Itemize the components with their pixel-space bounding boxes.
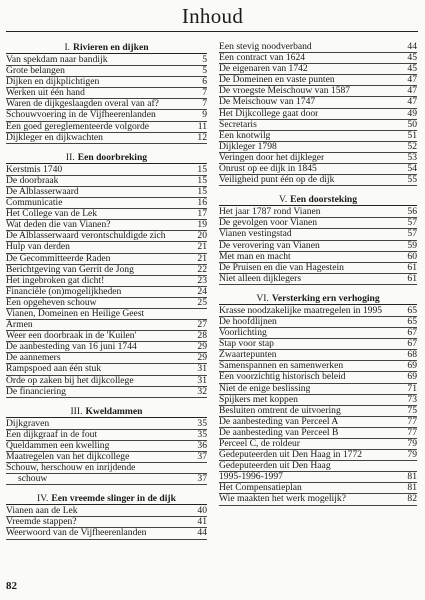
section-gap: [6, 144, 207, 152]
toc-entry: [6, 517, 207, 528]
toc-entry-title: Een goed gereglementeerde volgorde: [6, 121, 150, 132]
toc-entry-page: 25: [197, 296, 207, 308]
toc-entry: [6, 209, 207, 220]
toc-entry: [219, 263, 417, 274]
toc-entry-page: 55: [407, 174, 417, 186]
toc-entry-title: Spijkers met koppen: [219, 394, 298, 405]
toc-entry: [219, 395, 417, 406]
toc-entry: [219, 450, 417, 461]
section-numeral: IV.: [37, 493, 49, 505]
toc-entry-title: Het Dijkcollege gaat door: [219, 108, 319, 119]
section-title: Een vreemde slinger in de dijk: [51, 493, 176, 505]
section-title: Versterking ern verhoging: [271, 292, 380, 304]
toc-entry: [219, 64, 417, 75]
toc-entry-page: 45: [407, 52, 417, 64]
toc-entry-page: 23: [197, 274, 207, 286]
toc-entry-title: Waren de dijkgeslaagden overal van af?: [6, 99, 159, 110]
toc-entry-title: De hoofdlijnen: [219, 316, 277, 327]
toc-entry-title: Een opgeheven schouw: [6, 297, 97, 308]
section-numeral: V.: [279, 194, 288, 206]
section-heading: [6, 42, 207, 54]
toc-entry-title: De Alblasserwaard verontschuldigde zich: [6, 231, 166, 242]
toc-entry: [219, 252, 417, 263]
toc-entry-title: De aanbesteding van Perceel B: [219, 427, 339, 438]
toc-entry-title: Grote belangen: [6, 66, 65, 77]
toc-entry-page: 29: [197, 352, 207, 364]
toc-entry-page: 82: [407, 493, 417, 505]
toc-entry-title: Van spekdam naar bandijk: [6, 55, 108, 65]
toc-entry: [6, 528, 207, 539]
toc-entry: [6, 122, 207, 133]
toc-entry: [219, 75, 417, 86]
toc-entry-title: De doorbraak: [6, 175, 59, 186]
toc-entry-page: 15: [197, 185, 207, 197]
page-title: Inhoud: [181, 4, 244, 28]
toc-entry-title: Hulp van derden: [6, 242, 70, 253]
toc-entry: [6, 133, 207, 144]
toc-entry-title: De aanbesteding van 16 juni 1744: [6, 342, 137, 353]
toc-entry: [219, 461, 417, 472]
toc-entry: [219, 361, 417, 372]
toc-entry: [219, 406, 417, 417]
toc-entry-page: 17: [197, 208, 207, 220]
section-numeral: III.: [70, 405, 83, 417]
toc-entry-page: 53: [407, 151, 417, 163]
toc-entry-page: 44: [407, 41, 417, 52]
toc-entry-title: Weer een doorbraak in de 'Kuilen': [6, 331, 137, 342]
toc-entry: [6, 298, 207, 309]
toc-entry-title: Een voorzichtig historisch beleid: [219, 372, 346, 383]
toc-entry-title: De gevolgen voor Vianen: [219, 218, 318, 229]
toc-entry-title: Niet de enige beslissing: [219, 383, 311, 394]
toc-entry-page: 35: [197, 417, 207, 429]
toc-entry-title: Kerstmis 1740: [6, 164, 63, 175]
toc-entry: [219, 97, 417, 108]
toc-entry-page: 67: [407, 327, 417, 339]
toc-entry-page: 67: [407, 338, 417, 350]
toc-entry-title: Stap voor stap: [219, 339, 274, 350]
section-gap: [6, 398, 207, 406]
toc-entry-page: 54: [407, 163, 417, 175]
toc-entry: [219, 350, 417, 361]
toc-entry: [6, 506, 207, 517]
toc-entry-page: 51: [407, 129, 417, 141]
toc-entry-title: Dijkleger 1798: [219, 141, 277, 152]
toc-entry-page: 6: [202, 76, 207, 88]
toc-entry-title: Vreemde stappen?: [6, 517, 77, 528]
toc-entry-title: De Domeinen en vaste punten: [219, 75, 335, 86]
section-title: Een doorsteking: [290, 194, 357, 206]
toc-entry: [219, 384, 417, 395]
toc-entry: [6, 165, 207, 176]
toc-entry-page: 47: [407, 96, 417, 108]
toc-entry: [6, 353, 207, 364]
toc-entry-page: 61: [407, 272, 417, 284]
toc-entry: [6, 309, 207, 320]
toc-entry-title: Schouwvoering in de Vijfheerenlanden: [6, 110, 156, 121]
toc-entry: [6, 342, 207, 353]
toc-entry-title: De Alblasserwaard: [6, 186, 79, 197]
toc-entry: [6, 55, 207, 66]
toc-entry-page: 68: [407, 349, 417, 361]
toc-entry-page: 79: [407, 449, 417, 461]
toc-entry: [6, 254, 207, 265]
toc-entry-page: 19: [197, 219, 207, 231]
toc-entry-page: 71: [407, 382, 417, 394]
toc-entry: [219, 328, 417, 339]
toc-entry: [6, 276, 207, 287]
toc-entry-title: De Pruisen en die van Hagestein: [219, 262, 344, 273]
toc-entry-title: Niet alleen dijklegers: [219, 273, 302, 284]
toc-entry-page: 15: [197, 163, 207, 175]
toc-entry: [219, 306, 417, 317]
toc-entry: [219, 153, 417, 164]
toc-entry-title: Een dijkgraaf in de fout: [6, 429, 98, 440]
toc-entry: [219, 439, 417, 450]
toc-entry: [6, 99, 207, 110]
toc-entry: [6, 176, 207, 187]
toc-entry: [6, 430, 207, 441]
toc-entry-title: Gedeputeerden uit Den Haag: [219, 461, 331, 472]
toc-entry-title: De vroegste Meischouw van 1587: [219, 86, 351, 97]
toc-entry-page: 45: [407, 63, 417, 75]
toc-entry-title: Perceel C, de roldeur: [219, 439, 300, 449]
toc-entry-title: Berichtgeving van Gerrit de Jong: [6, 264, 134, 275]
section-gap: [219, 186, 417, 194]
toc-entry-page: 61: [407, 261, 417, 273]
toc-entry-title: Schouw, herschouw en inrijdende: [6, 463, 136, 474]
toc-entry-page: 65: [407, 304, 417, 316]
toc-entry-page: 41: [197, 516, 207, 528]
section-numeral: II.: [65, 151, 75, 163]
toc-entry: [219, 207, 417, 218]
toc-entry-title: Dijken en dijkplichtigen: [6, 77, 100, 88]
toc-entry-title: De aanbesteding van Perceel A: [219, 416, 339, 427]
toc-entry: [219, 164, 417, 175]
toc-entry-title: Orde op zaken bij het dijkcollege: [6, 375, 134, 386]
toc-entry-title: De aannemers: [6, 353, 61, 364]
toc-entry-page: 77: [407, 415, 417, 427]
toc-entry-page: 28: [197, 330, 207, 342]
section-title: Een doorbreking: [77, 151, 148, 163]
toc-entry-page: 65: [407, 315, 417, 327]
toc-entry: [6, 88, 207, 99]
toc-entry-title: Het jaar 1787 rond Vianen: [219, 207, 321, 218]
toc-entry: [6, 231, 207, 242]
toc-entry: [219, 317, 417, 328]
toc-entry-page: 40: [197, 505, 207, 517]
toc-entry-page: 52: [407, 140, 417, 152]
toc-entry-page: 36: [197, 439, 207, 451]
toc-entry: [219, 86, 417, 97]
toc-entry: [6, 441, 207, 452]
toc-entry-page: 60: [407, 250, 417, 262]
toc-entry-page: 69: [407, 360, 417, 372]
section-numeral: I.: [64, 42, 71, 53]
toc-entry-page: 77: [407, 426, 417, 438]
toc-entry-title: 1995-1996-1997: [219, 472, 283, 483]
toc-entry-title: Voorlichting: [219, 328, 267, 339]
toc-entry-page: 24: [197, 285, 207, 297]
toc-entry-page: 73: [407, 393, 417, 405]
toc-entry-page: 57: [407, 228, 417, 240]
toc-entry-title: Dijkgraven: [6, 418, 50, 429]
toc-entry: [6, 66, 207, 77]
toc-entry: [219, 42, 417, 53]
toc-entry-title: De eigenaren van 1742: [219, 64, 308, 75]
left-column: [6, 42, 207, 540]
toc-entry-title: Zwaartepunten: [219, 350, 277, 361]
toc-entry-title: De Meischouw van 1747: [219, 97, 316, 108]
toc-entry-title: De Gecommitteerde Raden: [6, 253, 111, 264]
toc-entry-page: 50: [407, 118, 417, 130]
toc-entry-page: 5: [202, 65, 207, 77]
toc-entry-title: Samenspannen en samenwerken: [219, 361, 344, 372]
toc-entry-page: 69: [407, 371, 417, 383]
toc-entry-title: Communicatie: [6, 198, 63, 209]
toc-entry-page: 37: [197, 473, 207, 485]
toc-entry: [219, 472, 417, 483]
section-heading: [6, 493, 207, 505]
toc-entry: [219, 339, 417, 350]
toc-entry-page: 9: [202, 109, 207, 121]
toc-entry-page: 16: [197, 197, 207, 209]
toc-entry-title: Werken uit één hand: [6, 88, 85, 99]
toc-entry-title: Veringen door het dijkleger: [219, 152, 325, 163]
toc-entry-page: 15: [197, 174, 207, 186]
toc-entry: [6, 463, 207, 474]
toc-entry: [219, 483, 417, 494]
toc-entry: [6, 452, 207, 463]
toc-entry: [6, 220, 207, 231]
right-column: [219, 42, 417, 506]
section-heading: [219, 194, 417, 206]
toc-entry-page: 79: [407, 438, 417, 449]
toc-entry-page: 37: [197, 451, 207, 462]
toc-entry-title: De financiering: [6, 386, 66, 397]
toc-entry-title: De verovering van Vianen: [219, 240, 320, 251]
toc-entry-page: 22: [197, 263, 207, 275]
section-heading: [6, 152, 207, 164]
toc-entry: [6, 187, 207, 198]
toc-entry: [6, 287, 207, 298]
toc-entry-page: 56: [407, 206, 417, 218]
toc-entry: [219, 53, 417, 64]
section-title: Rivieren en dijken: [73, 42, 149, 53]
toc-entry: [219, 417, 417, 428]
toc-entry: [6, 198, 207, 209]
toc-entry-title: Dijkleger en dijkwachten: [6, 132, 103, 143]
toc-entry-page: 57: [407, 217, 417, 229]
toc-entry-page: 20: [197, 230, 207, 242]
toc-entry-title: Wie maakten het werk mogelijk?: [219, 494, 346, 505]
toc-entry: [219, 109, 417, 120]
toc-entry-title: Het College van de Lek: [6, 209, 98, 220]
toc-entry: [219, 428, 417, 439]
toc-entry-title: Secretaris: [219, 119, 257, 130]
toc-entry: [6, 110, 207, 121]
page-number: 82: [6, 580, 17, 592]
toc-entry-title: Krasse noodzakelijke maatregelen in 1995: [219, 305, 383, 316]
toc-entry-title: Weerwoord van de Vijfheerenlanden: [6, 528, 147, 539]
toc-entry-page: 49: [407, 107, 417, 119]
section-numeral: VI.: [256, 292, 269, 304]
section-gap: [219, 285, 417, 293]
toc-entry: [6, 320, 207, 331]
toc-entry-page: 81: [407, 482, 417, 494]
toc-entry: [219, 274, 417, 285]
toc-entry: [6, 419, 207, 430]
toc-entry: [6, 77, 207, 88]
toc-entry-title: Een knotwilg: [219, 130, 271, 141]
toc-entry: [6, 265, 207, 276]
toc-entry-title: schouw: [18, 474, 48, 485]
toc-entry: [219, 218, 417, 229]
toc-entry-page: 5: [202, 54, 207, 65]
toc-entry: [219, 175, 417, 186]
toc-entry-title: Gedeputeerden uit Den Haag in 1772: [219, 450, 363, 461]
toc-entry: [219, 131, 417, 142]
toc-entry-title: Armen: [6, 320, 33, 331]
toc-entry-title: Financiële (on)mogelijkheden: [6, 286, 122, 297]
toc-entry-page: 47: [407, 85, 417, 97]
toc-entry-page: 75: [407, 404, 417, 416]
toc-entry-title: Queldammen een kwelling: [6, 440, 110, 451]
toc-entry-title: Vianen vestingstad: [219, 229, 292, 240]
toc-entry-title: Het ingebroken gat dicht!: [6, 275, 105, 286]
toc-entry-page: 11: [197, 120, 207, 132]
toc-entry: [219, 372, 417, 383]
toc-entry-title: Onrust op ee dijk in 1845: [219, 164, 317, 175]
toc-entry-page: 21: [197, 241, 207, 253]
toc-entry-page: 31: [197, 363, 207, 375]
toc-entry-title: Een stevig noodverband: [219, 42, 312, 52]
toc-entry-title: Veiligheid punt één op de dijk: [219, 175, 335, 186]
toc-entry: [6, 474, 207, 485]
toc-entry-page: 32: [197, 385, 207, 397]
toc-entry-page: 47: [407, 74, 417, 86]
toc-entry-title: Met man en macht: [219, 251, 291, 262]
toc-entry-title: Vianen, Domeinen en Heilige Geest: [6, 308, 145, 319]
toc-entry-page: 21: [197, 252, 207, 264]
toc-entry-page: 7: [202, 87, 207, 99]
toc-entry-title: Rampspoed aan één stuk: [6, 364, 102, 375]
toc-entry-page: 7: [202, 98, 207, 110]
toc-entry: [6, 364, 207, 375]
toc-entry: [6, 376, 207, 387]
section-heading: [219, 293, 417, 305]
toc-entry-page: 29: [197, 341, 207, 353]
toc-entry-page: 35: [197, 428, 207, 440]
toc-entry-page: 12: [197, 131, 207, 143]
title-rule: [6, 31, 418, 32]
toc-entry-page: 44: [197, 527, 207, 539]
section-heading: [6, 406, 207, 418]
toc-entry-page: 59: [407, 239, 417, 251]
toc-entry: [219, 494, 417, 505]
toc-entry: [6, 331, 207, 342]
toc-entry-title: Een contract van 1624: [219, 53, 306, 64]
toc-entry-title: Besluiten omtrent de uitvoering: [219, 405, 341, 416]
section-gap: [6, 485, 207, 493]
toc-entry-title: Het Compensatieplan: [219, 483, 302, 494]
toc-entry: [219, 229, 417, 240]
section-title: Kweldammen: [85, 405, 143, 417]
toc-entry: [6, 242, 207, 253]
toc-entry: [6, 387, 207, 398]
toc-entry-page: 27: [197, 319, 207, 331]
toc-entry: [219, 120, 417, 131]
toc-entry-title: Wat deden die van Vianen?: [6, 220, 111, 231]
toc-entry-page: 81: [407, 471, 417, 483]
toc-entry-title: Vianen aan de Lek: [6, 506, 78, 517]
toc-entry: [219, 142, 417, 153]
toc-entry-title: Maatregelen van het dijkcollege: [6, 452, 130, 462]
toc-entry-page: 31: [197, 374, 207, 386]
toc-entry: [219, 241, 417, 252]
